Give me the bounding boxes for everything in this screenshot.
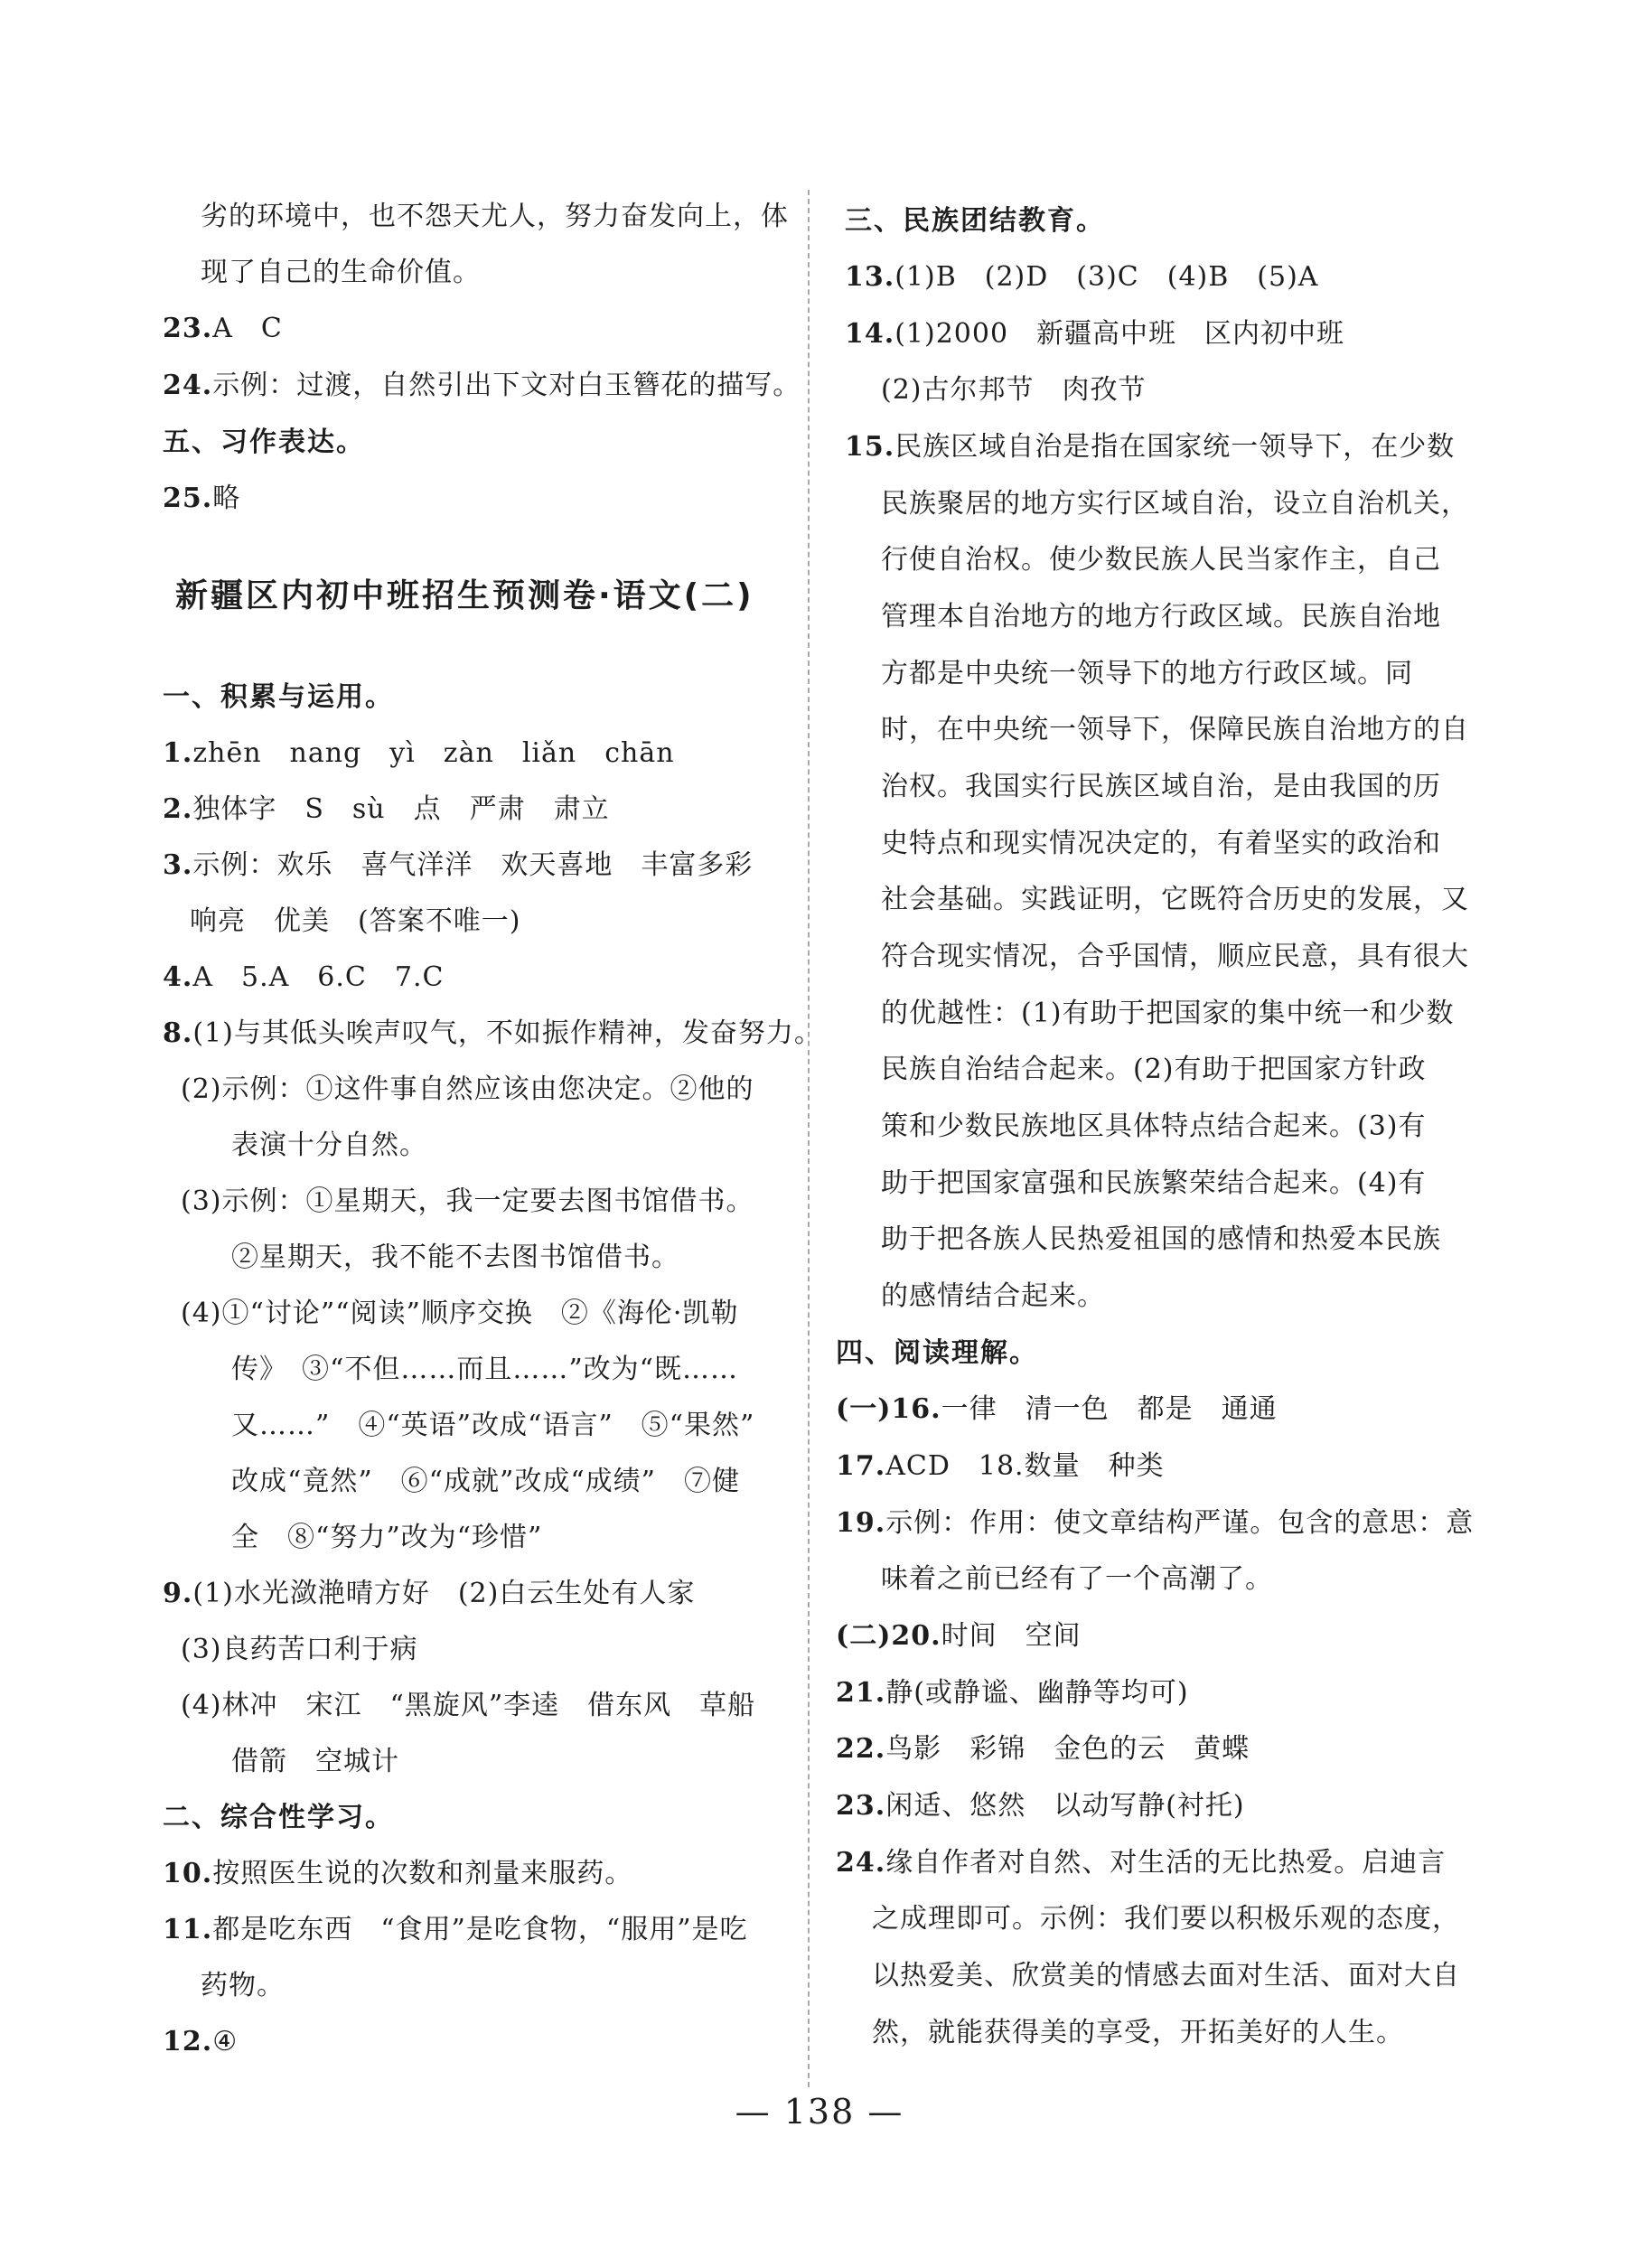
- answer-25: 25.略: [163, 483, 241, 514]
- text-line: 助于把国家富强和民族繁荣结合起来。(4)有: [881, 1167, 1427, 1199]
- text-line: (3)示例：①星期天，我一定要去图书馆借书。: [181, 1186, 754, 1217]
- answer-10: 10.按照医生说的次数和剂量来服药。: [163, 1858, 633, 1889]
- answer-4-7: 4.A 5.A 6.C 7.C: [163, 961, 445, 993]
- text-line: (2)古尔邦节 肉孜节: [881, 374, 1147, 406]
- answer-15: 15.民族区域自治是指在国家统一领导下，在少数: [845, 431, 1456, 463]
- answer-17-18: 17.ACD 18.数量 种类: [836, 1450, 1165, 1482]
- text-line: 现了自己的生命价值。: [201, 257, 481, 288]
- text-line: ②星期天，我不能不去图书馆借书。: [231, 1242, 679, 1273]
- answer-9: 9.(1)水光潋滟晴方好 (2)白云生处有人家: [163, 1578, 696, 1609]
- answer-21: 21.静(或静谧、幽静等均可): [836, 1677, 1189, 1709]
- answer-22: 22.鸟影 彩锦 金色的云 黄蝶: [836, 1733, 1250, 1765]
- text-line: (4)①“讨论”“阅读”顺序交换 ②《海伦·凯勒: [181, 1298, 739, 1329]
- text-line: 之成理即可。示例：我们要以积极乐观的态度，: [872, 1903, 1460, 1935]
- text-line: 又……” ④“英语”改成“语言” ⑤“果然”: [231, 1410, 755, 1441]
- text-line: 表演十分自然。: [231, 1129, 427, 1161]
- answer-24: 24.示例：过渡，自然引出下文对白玉簪花的描写。: [163, 370, 801, 401]
- text-line: 史特点和现实情况决定的，有着坚实的政治和: [881, 828, 1441, 859]
- column-divider: [808, 190, 810, 2087]
- exam-title: 新疆区内初中班招生预测卷·语文(二): [175, 577, 754, 614]
- section-heading: 一、积累与运用。: [163, 681, 394, 713]
- text-line: 社会基础。实践证明，它既符合历史的发展，又: [881, 884, 1469, 915]
- answer-12: 12.④: [163, 2026, 239, 2057]
- text-line: (4)林冲 宋江 “黑旋风”李逵 借东风 草船: [181, 1690, 756, 1721]
- answer-11: 11.都是吃东西 “食用”是吃食物，“服用”是吃: [163, 1914, 748, 1945]
- answer-20: (二)20.时间 空间: [836, 1620, 1082, 1652]
- text-line: (2)示例：①这件事自然应该由您决定。②他的: [181, 1073, 754, 1105]
- text-line: 民族聚居的地方实行区域自治，设立自治机关，: [881, 488, 1469, 520]
- text-line: 传》 ③“不但……而且……”改为“既……: [231, 1354, 739, 1385]
- answer-19: 19.示例：作用：使文章结构严谨。包含的意思：意: [836, 1507, 1475, 1539]
- answer-3: 3.示例：欢乐 喜气洋洋 欢天喜地 丰富多彩: [163, 849, 754, 881]
- answer-13: 13.(1)B (2)D (3)C (4)B (5)A: [845, 261, 1319, 293]
- text-line: 全 ⑧“努力”改为“珍惜”: [231, 1522, 543, 1553]
- text-line: 民族自治结合起来。(2)有助于把国家方针政: [881, 1054, 1427, 1085]
- text-line: 借箭 空城计: [231, 1746, 399, 1777]
- text-line: 的感情结合起来。: [881, 1280, 1105, 1312]
- text-line: (3)良药苦口利于病: [181, 1634, 418, 1665]
- section-heading: 二、综合性学习。: [163, 1802, 394, 1833]
- text-line: 策和少数民族地区具体特点结合起来。(3)有: [881, 1111, 1427, 1142]
- answer-8: 8.(1)与其低头唉声叹气，不如振作精神，发奋努力。: [163, 1017, 822, 1049]
- text-line: 响亮 优美 (答案不唯一): [190, 905, 521, 937]
- text-line: 的优越性：(1)有助于把国家的集中统一和少数: [881, 998, 1455, 1029]
- answer-23: 23.闲适、悠然 以动写静(衬托): [836, 1790, 1245, 1822]
- text-line: 药物。: [201, 1970, 285, 2001]
- text-line: 味着之前已经有了一个高潮了。: [881, 1563, 1273, 1595]
- text-line: 行使自治权。使少数民族人民当家作主，自己: [881, 544, 1441, 576]
- text-line: 方都是中央统一领导下的地方行政区域。同: [881, 658, 1413, 689]
- text-line: 改成“竟然” ⑥“成就”改成“成绩” ⑦健: [231, 1466, 741, 1497]
- text-line: 管理本自治地方的地方行政区域。民族自治地: [881, 601, 1441, 633]
- answer-14: 14.(1)2000 新疆高中班 区内初中班: [845, 318, 1345, 350]
- text-line: 劣的环境中，也不怨天尤人，努力奋发向上，体: [201, 201, 789, 232]
- answer-2: 2.独体字 S sù 点 严肃 肃立: [163, 793, 610, 825]
- text-line: 助于把各族人民热爱祖国的感情和热爱本民族: [881, 1223, 1441, 1255]
- answer-1: 1.zhēn nang yì zàn liǎn chān: [163, 737, 675, 769]
- section-heading: 五、习作表达。: [163, 426, 365, 458]
- text-line: 时，在中央统一领导下，保障民族自治地方的自: [881, 714, 1469, 745]
- answer-24: 24.缘自作者对自然、对生活的无比热爱。启迪言: [836, 1847, 1447, 1879]
- page-number: — 138 —: [735, 2092, 904, 2132]
- answer-16: (一)16.一律 清一色 都是 通通: [836, 1393, 1278, 1425]
- section-heading: 三、民族团结教育。: [845, 205, 1105, 237]
- text-line: 以热爱美、欣赏美的情感去面对生活、面对大自: [872, 1960, 1460, 1992]
- section-heading: 四、阅读理解。: [836, 1337, 1038, 1369]
- text-line: 治权。我国实行民族区域自治，是由我国的历: [881, 771, 1441, 802]
- text-line: 符合现实情况，合乎国情，顺应民意，具有很大: [881, 941, 1469, 972]
- answer-23: 23.A C: [163, 313, 283, 344]
- text-line: 然，就能获得美的享受，开拓美好的人生。: [872, 2017, 1404, 2048]
